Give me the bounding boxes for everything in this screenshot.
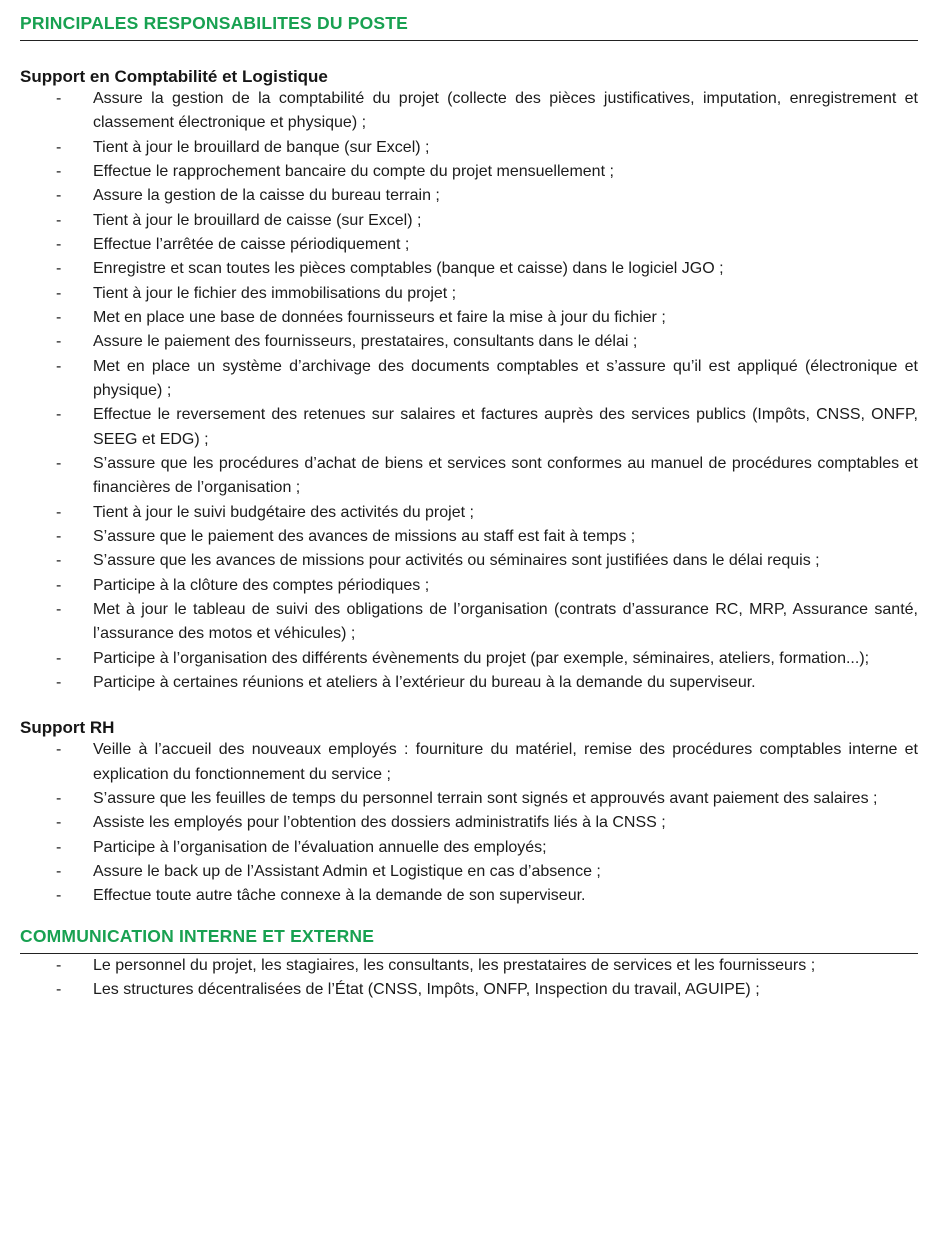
list-item: [20, 87, 918, 136]
list-item-text: Effectue le reversement des retenues sur salaires et factures auprès des services publics (Impôts, CNSS, ONFP, SEEG et EDG) ;: [93, 406, 918, 448]
list-item: [20, 671, 918, 695]
list-item: [20, 549, 918, 573]
list-item: [20, 860, 918, 884]
bullet-dash: -: [56, 649, 62, 667]
list-item: [20, 282, 918, 306]
list-item-text: Assiste les employés pour l’obtention des dossiers administratifs liés à la CNSS ;: [93, 814, 666, 832]
list-item: [20, 209, 918, 233]
list-item-text: Met en place une base de données fournisseurs et faire la mise à jour du fichier ;: [93, 308, 666, 326]
list-item-text: S’assure que le paiement des avances de missions au staff est fait à temps ;: [93, 527, 636, 545]
list-item-text: Participe à l’organisation des différents évènements du projet (par exemple, séminaires, ateliers, formation...);: [93, 649, 870, 667]
list-item-text: Le personnel du projet, les stagiaires, les consultants, les prestataires de services et les fournisseurs ;: [93, 956, 816, 974]
list-item: [20, 738, 918, 787]
list-item-text: Effectue toute autre tâche connexe à la demande de son superviseur.: [93, 887, 586, 905]
list-item: [20, 403, 918, 452]
list-item-text: Assure le paiement des fournisseurs, prestataires, consultants dans le délai ;: [93, 333, 638, 351]
list-item: [20, 978, 918, 1002]
section-communication-header: [20, 926, 918, 954]
list-item-text: Assure le back up de l’Assistant Admin et Logistique en cas d’absence ;: [93, 862, 601, 880]
list-item: [20, 598, 918, 647]
list-item: [20, 501, 918, 525]
heading-rule: [20, 40, 918, 41]
list-item-text: Les structures décentralisées de l’État (CNSS, Impôts, ONFP, Inspection du travail, AGUIPE) ;: [93, 980, 760, 998]
list-item: [20, 884, 918, 908]
list-item: [20, 233, 918, 257]
list-item: [20, 647, 918, 671]
communication-list: [20, 954, 918, 1003]
list-item-text: Participe à certaines réunions et ateliers à l’extérieur du bureau à la demande du superviseur.: [93, 673, 756, 691]
bullet-dash: -: [56, 862, 62, 880]
bullet-dash: -: [56, 235, 62, 253]
bullet-dash: -: [56, 162, 62, 180]
compta-logistique-list: [20, 87, 918, 695]
bullet-dash: -: [56, 956, 62, 974]
list-item: [20, 355, 918, 404]
bullet-dash: -: [56, 741, 62, 759]
bullet-dash: -: [56, 503, 62, 521]
list-item: [20, 525, 918, 549]
bullet-dash: -: [56, 454, 62, 472]
list-item-text: Met à jour le tableau de suivi des obligations de l’organisation (contrats d’assurance RC, MRP, Assurance santé, l’assurance des motos et véhicules) ;: [93, 600, 918, 643]
bullet-dash: -: [56, 789, 62, 807]
support-rh-list: [20, 738, 918, 908]
list-item-text: S’assure que les procédures d’achat de biens et services sont conformes au manuel de procédures comptables et financières de l’organisation ;: [93, 454, 918, 497]
bullet-dash: -: [56, 673, 62, 691]
bullet-dash: -: [56, 406, 62, 424]
list-item-text: S’assure que les avances de missions pour activités ou séminaires sont justifiées dans le délai requis ;: [93, 552, 820, 570]
list-item: [20, 452, 918, 501]
bullet-dash: -: [56, 90, 62, 107]
list-item-text: Veille à l’accueil des nouveaux employés : fourniture du matériel, remise des procédures comptables interne et explication du fonctionnement du service ;: [93, 741, 918, 783]
list-item: [20, 954, 918, 978]
document-page: [20, 13, 918, 1002]
bullet-dash: -: [56, 284, 62, 302]
list-item-text: Participe à l’organisation de l’évaluation annuelle des employés;: [93, 838, 547, 856]
bullet-dash: -: [56, 187, 62, 205]
list-item-text: Tient à jour le fichier des immobilisations du projet ;: [93, 284, 457, 302]
list-item-text: Effectue l’arrêtée de caisse périodiquement ;: [93, 235, 410, 253]
list-item: [20, 160, 918, 184]
list-item-text: Enregistre et scan toutes les pièces comptables (banque et caisse) dans le logiciel JGO ;: [93, 260, 724, 278]
list-item: [20, 184, 918, 208]
bullet-dash: -: [56, 576, 62, 594]
section-responsabilites-header: [20, 13, 918, 41]
heading-principales-responsabilites: PRINCIPALES RESPONSABILITES DU POSTE: [20, 13, 409, 33]
list-item-text: Tient à jour le brouillard de banque (sur Excel) ;: [93, 138, 430, 156]
list-item: [20, 836, 918, 860]
list-item: [20, 306, 918, 330]
list-item: [20, 330, 918, 354]
list-item-text: Tient à jour le brouillard de caisse (sur Excel) ;: [93, 211, 422, 229]
list-item: [20, 787, 918, 811]
list-item-text: Met en place un système d’archivage des documents comptables et s’assure qu’il est appliqué (électronique et physique) ;: [93, 357, 918, 399]
list-item: [20, 811, 918, 835]
bullet-dash: -: [56, 552, 62, 570]
bullet-dash: -: [56, 211, 62, 229]
subheading-support-rh: Support RH: [20, 718, 115, 738]
list-item-text: Effectue le rapprochement bancaire du compte du projet mensuellement ;: [93, 162, 614, 180]
bullet-dash: -: [56, 814, 62, 832]
bullet-dash: -: [56, 838, 62, 856]
bullet-dash: -: [56, 600, 62, 618]
list-item-text: Assure la gestion de la caisse du bureau terrain ;: [93, 187, 440, 205]
heading-communication-interne-externe: COMMUNICATION INTERNE ET EXTERNE: [20, 925, 375, 946]
list-item-text: Assure la gestion de la comptabilité du projet (collecte des pièces justificatives, imputation, enregistrement et classement électronique et physique) ;: [93, 90, 918, 132]
bullet-dash: -: [56, 980, 62, 998]
list-item: [20, 136, 918, 160]
bullet-dash: -: [56, 357, 62, 375]
bullet-dash: -: [56, 333, 62, 351]
list-item-text: Tient à jour le suivi budgétaire des activités du projet ;: [93, 503, 474, 521]
subheading-support-comptabilite-logistique: Support en Comptabilité et Logistique: [20, 67, 328, 86]
list-item: [20, 257, 918, 281]
bullet-dash: -: [56, 138, 62, 156]
bullet-dash: -: [56, 527, 62, 545]
bullet-dash: -: [56, 887, 62, 905]
bullet-dash: -: [56, 308, 62, 326]
list-item-text: S’assure que les feuilles de temps du personnel terrain sont signés et approuvés avant paiement des salaires ;: [93, 789, 878, 807]
bullet-dash: -: [56, 260, 62, 278]
list-item: [20, 574, 918, 598]
list-item-text: Participe à la clôture des comptes périodiques ;: [93, 576, 430, 594]
